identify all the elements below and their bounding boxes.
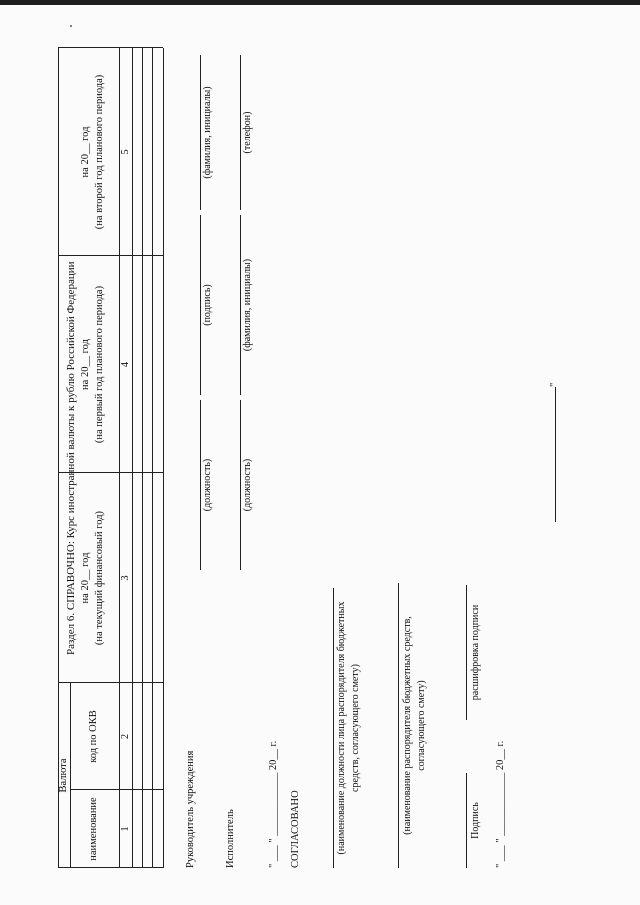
date-line-2: " ___ " ____________ 20__ г. — [495, 740, 506, 868]
header-current-year-note: (на текущий финансовый год) — [94, 510, 105, 646]
header-current-year: на 20__ год — [80, 552, 91, 604]
table-line — [152, 48, 153, 868]
header-second-plan-year-note: (на второй год планового периода) — [94, 74, 105, 230]
column-number: 2 — [120, 733, 131, 740]
executor-phone-line — [240, 55, 241, 210]
head-signature-caption: (подпись) — [202, 284, 213, 326]
currency-rate-table — [58, 48, 163, 868]
head-position-line — [200, 400, 201, 570]
header-second-plan-year: на 20__ год — [80, 126, 91, 178]
column-number: 3 — [120, 575, 131, 581]
executor-phone-caption: (телефон) — [242, 111, 253, 154]
approver-org-line — [398, 583, 399, 868]
header-currency: Валюта — [58, 758, 69, 793]
approver-signature-caption: Подпись — [470, 802, 481, 839]
approver-decode-caption: расшифровка подписи — [470, 604, 481, 701]
table-line — [142, 48, 143, 868]
approver-position-caption-2: средств, согласующего смету) — [350, 664, 361, 792]
table-group-line — [70, 683, 71, 868]
approver-position-line — [333, 588, 334, 868]
head-label: Руководитель учреждения — [185, 750, 196, 868]
date-line-1: " ___ " ____________ 20__ г. — [268, 740, 279, 868]
column-number: 4 — [120, 361, 131, 368]
table-line — [58, 472, 163, 473]
table-line — [58, 682, 163, 683]
head-name-caption: (фамилия, инициалы) — [202, 86, 213, 179]
head-name-line — [200, 55, 201, 210]
header-code: код по ОКВ — [88, 710, 99, 763]
approver-position-caption-1: (наименование должности лица распорядителя бюджетных — [336, 601, 347, 855]
table-line — [132, 48, 133, 868]
column-number: 1 — [120, 826, 131, 832]
table-border-left — [58, 867, 163, 868]
section-title: Раздел 6. СПРАВОЧНО: Курс иностранной валюты к рублю Российской Федерации — [65, 261, 77, 655]
approver-org-caption-1: (наименование распорядителя бюджетных средств, — [402, 616, 413, 835]
approver-signature-line — [466, 773, 467, 868]
executor-position-caption: (должность) — [242, 458, 253, 512]
agreed-heading: СОГЛАСОВАНО — [290, 790, 301, 868]
header-name: наименование — [88, 797, 99, 861]
head-signature-line — [200, 215, 201, 395]
executor-name-line — [240, 215, 241, 395]
table-line — [70, 789, 163, 790]
executor-label: Исполнитель — [225, 809, 236, 868]
table-border-bottom — [163, 48, 164, 868]
head-position-caption: (должность) — [202, 458, 213, 512]
executor-name-caption: (фамилия, инициалы) — [242, 258, 253, 352]
stray-quote: " — [549, 382, 560, 387]
stray-line — [555, 387, 556, 522]
executor-position-line — [240, 400, 241, 570]
table-line — [58, 255, 163, 256]
header-first-plan-year: на 20__ год — [80, 339, 91, 390]
approver-org-caption-2: согласующего смету) — [416, 680, 427, 771]
approver-decode-line — [466, 585, 467, 720]
header-first-plan-year-note: (на первый год планового периода) — [94, 285, 105, 444]
column-number: 5 — [120, 149, 131, 155]
table-border-right — [58, 47, 163, 48]
